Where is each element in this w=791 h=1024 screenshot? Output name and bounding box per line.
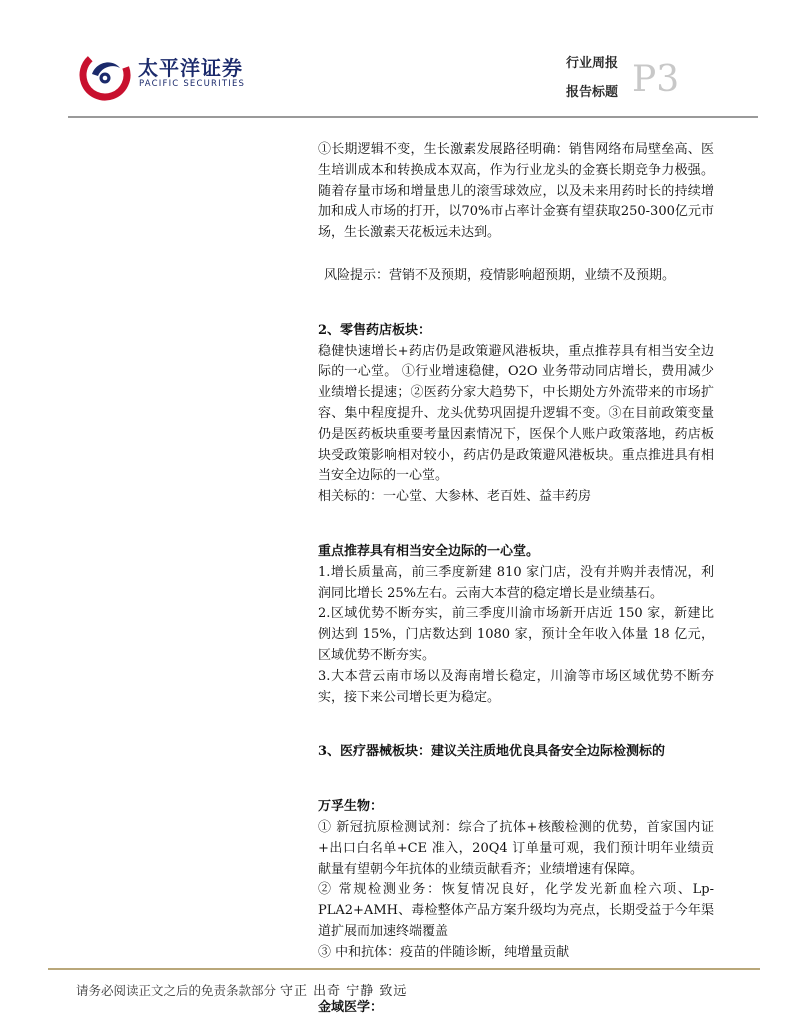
footer-disclaimer: 请务必阅读正文之后的免责条款部分 [76, 983, 277, 998]
page-footer [76, 980, 407, 999]
section-2b-heading: 重点推荐具有相当安全边际的一心堂。 [318, 543, 540, 559]
list-item: ② 常规检测业务：恢复情况良好，化学发光新血栓六项、Lp-PLA2+AMH、毒检整体产品方案升级均为亮点，长期受益于今年渠道扩展而加速终端覆盖 [318, 882, 714, 939]
list-item: ① 新冠抗原检测试剂：综合了抗体+核酸检测的优势，首家国内证+出口白名单+CE 准入，20Q4 订单量可观，我们预计明年业绩贡献量有望朝今年抗体的业绩贡献看齐；业绩增速有保障。 [318, 819, 714, 877]
section-2-related: 相关标的：一心堂、大参林、老百姓、益丰药房 [318, 489, 592, 505]
list-item: 1.增长质量高，前三季度新建 810 家门店，没有并购并表情况，利润同比增长 25%左右。云南大本营的稳定增长是业绩基石。 [318, 564, 714, 601]
risk-warning: 风险提示：营销不及预期，疫情影响超预期，业绩不及预期。 [324, 267, 676, 283]
paragraph-growth-hormone: ①长期逻辑不变，生长激素发展路径明确：销售网络布局壁垒高、医生培训成本和转换成本双高，作为行业龙头的金赛长期竞争力极强。随着存量市场和增量患儿的滚雪球效应，以及未来用药时长的持续增加和成人市场的打开，以70%市占率计金赛有望获取250-300亿元市场，生长激素天花板远未达到。 [318, 142, 714, 241]
section-3-heading: 3、医疗器械板块：建议关注质地优良具备安全边际检测标的 [318, 744, 666, 760]
company-logo [78, 44, 246, 104]
list-item: 3.大本营云南市场以及海南增长稳定，川渝等市场区域优势不断夯实，接下来公司增长更为稳定。 [318, 668, 714, 705]
section-2-heading: 2、零售药店板块： [318, 322, 432, 338]
header-divider [68, 116, 758, 118]
logo-english-name: PACIFIC SECURITIES [139, 79, 246, 89]
list-item: 2.区域优势不断夯实，前三季度川渝市场新开店近 150 家，新建比例达到 15%，门店数达到 1080 家，预计全年收入体量 18 亿元，区域优势不断夯实。 [318, 606, 714, 663]
section-3a-heading: 万孚生物： [318, 799, 384, 815]
report-body [318, 140, 714, 1018]
section-3b-heading: 金域医学： [318, 999, 384, 1015]
report-title: 报告标题 [566, 85, 619, 100]
logo-chinese-name: 太平洋证券 [138, 56, 243, 80]
report-type: 行业周报 [566, 56, 619, 71]
page-number: P3 [632, 59, 680, 100]
pacific-logo-icon [78, 44, 136, 102]
section-2-body: 稳健快速增长+药店仍是政策避风港板块，重点推荐具有相当安全边际的一心堂。 ①行业增速稳健，O2O 业务带动同店增长，费用减少业绩增长提速；②医药分家大趋势下，中长期处方外流带来的市场扩容、集中程度提升、龙头优势巩固提升逻辑不变。③在目前政策变量仍是医药板块重要考量因素情况下，医保个人账户政策落地，药店板块受政策影响相对较小，药店仍是政策避风港板块。重点推进具有相当安全边际的一心堂。 [318, 343, 714, 484]
page-header [0, 0, 791, 120]
list-item: ③ 中和抗体：疫苗的伴随诊断，纯增量贡献 [318, 944, 570, 960]
footer-motto: 守正 出奇 宁静 致远 [280, 984, 408, 999]
footer-divider [48, 968, 760, 970]
